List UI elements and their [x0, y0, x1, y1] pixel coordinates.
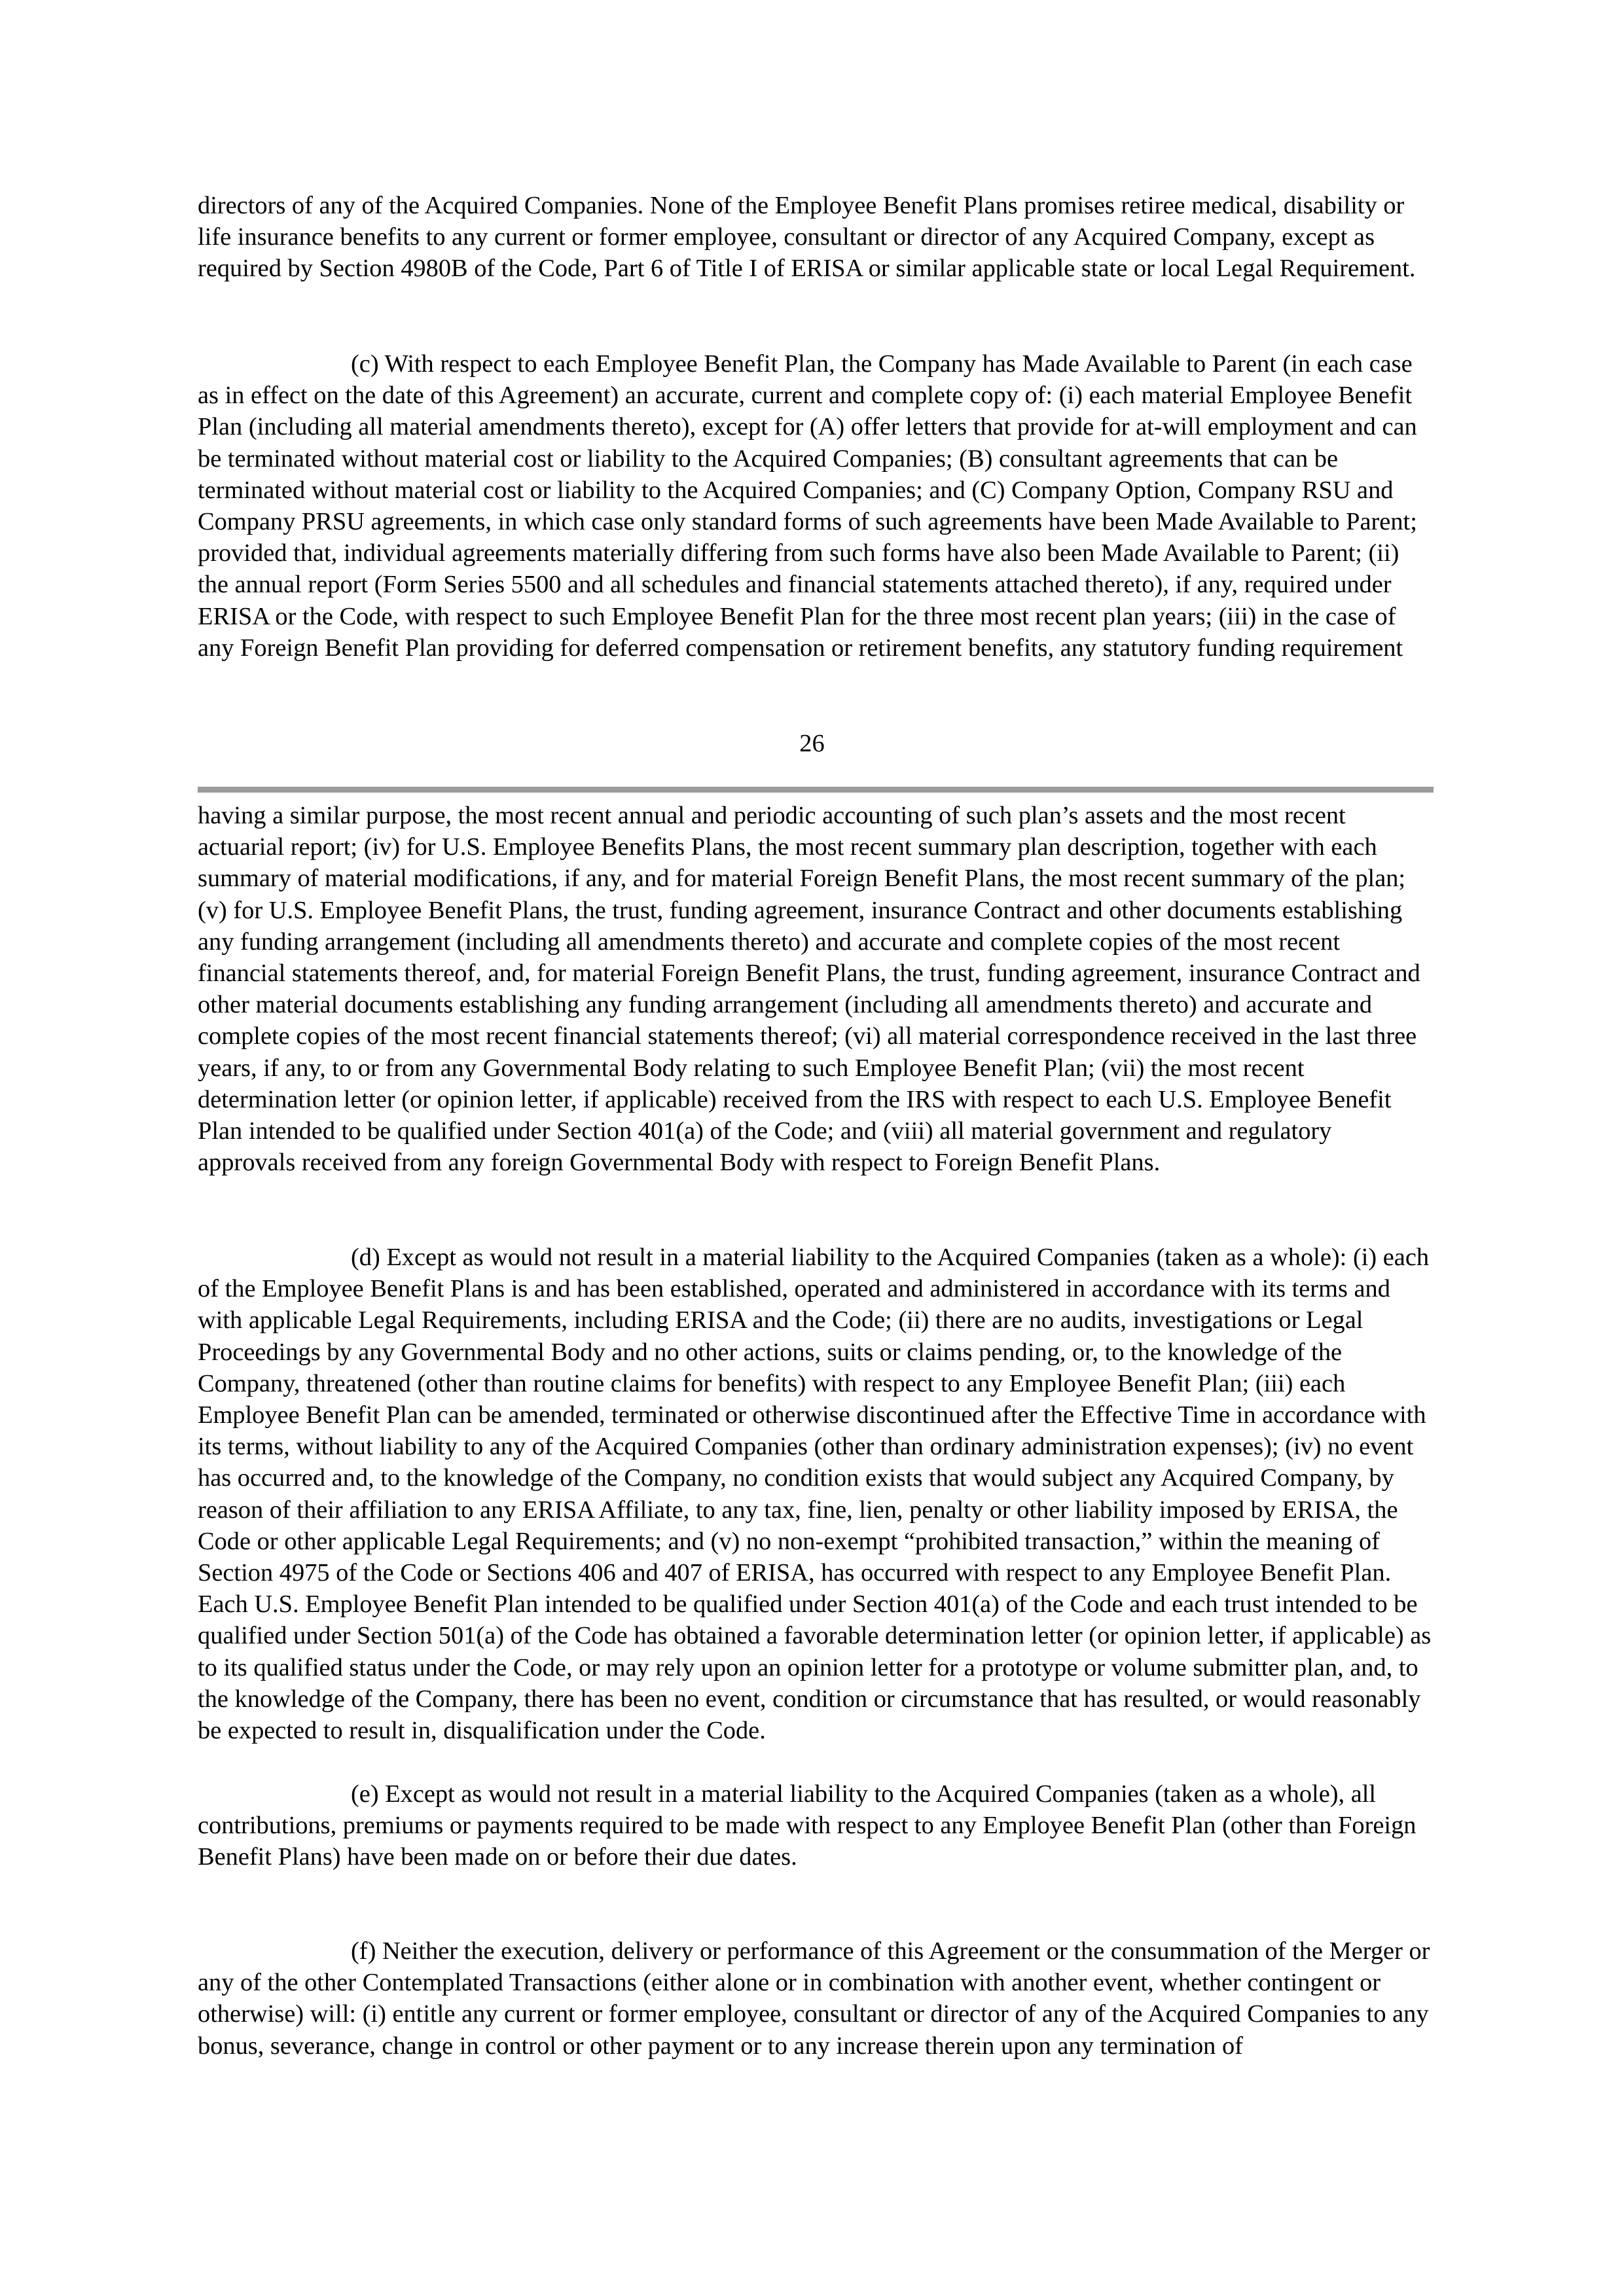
paragraph-c-continuation: having a similar purpose, the most recent annual and periodic accounting of such plan’s assets and the most recent actuarial report; (iv) for U.S. Employee Benefits Plans, the most recent summary plan description, together with each summary of material modifications, if any, and for material Foreign Benefit Plans, the most recent summary of the plan; (v) for U.S. Employee Benefit Plans, the trust, funding agreement, insurance Contract and other documents establishing any funding arrangement (including all amendments thereto) and accurate and complete copies of the most recent financial statements thereof, and, for material Foreign Benefit Plans, the trust, funding agreement, insurance Contract and other material documents establishing any funding arrangement (including all amendments thereto) and accurate and complete copies of the most recent financial statements thereof; (vi) all material correspondence received in the last three years, if any, to or from any Governmental Body relating to such Employee Benefit Plan; (vii) the most recent determination letter (or opinion letter, if applicable) received from the IRS with respect to each U.S. Employee Benefit Plan intended to be qualified under Section 401(a) of the Code; and (viii) all material government and regulatory approvals received from any foreign Governmental Body with respect to Foreign Benefit Plans. [198, 802, 1420, 1177]
page-number: 26 [799, 730, 825, 757]
page-break-divider [198, 787, 1434, 793]
paragraph-e: (e) Except as would not result in a material liability to the Acquired Companies (taken as a whole), all contributions, premiums or payments required to be made with respect to any Employee Benefit Plan (other than Foreign Benefit Plans) have been made on or before their due dates. [198, 1780, 1416, 1871]
paragraph-b-continuation: directors of any of the Acquired Companies. None of the Employee Benefit Plans promises retiree medical, disability or life insurance benefits to any current or former employee, consultant or director of any Acquired Company, except as required by Section 4980B of the Code, Part 6 of Title I of ERISA or similar applicable state or local Legal Requirement. [198, 192, 1416, 283]
paragraph-c-opening: (c) With respect to each Employee Benefit Plan, the Company has Made Available to Parent (in each case as in effect on the date of this Agreement) an accurate, current and complete copy of: (i) each material Employee Benefit Plan (including all material amendments thereto), except for (A) offer letters that provide for at-will employment and can be terminated without material cost or liability to the Acquired Companies; (B) consultant agreements that can be terminated without material cost or liability to the Acquired Companies; and (C) Company Option, Company RSU and Company PRSU agreements, in which case only standard forms of such agreements have been Made Available to Parent; provided that, individual agreements materially differing from such forms have also been Made Available to Parent; (ii) the annual report (Form Series 5500 and all schedules and financial statements attached thereto), if any, required under ERISA or the Code, with respect to such Employee Benefit Plan for the three most recent plan years; (iii) in the case of any Foreign Benefit Plan providing for deferred compensation or retirement benefits, any statutory funding requirement [198, 350, 1417, 662]
paragraph-d: (d) Except as would not result in a material liability to the Acquired Companies (taken as a whole): (i) each of the Employee Benefit Plans is and has been established, operated and administered in accordance with its terms and with applicable Legal Requirements, including ERISA and the Code; (ii) there are no audits, investigations or Legal Proceedings by any Governmental Body and no other actions, suits or claims pending, or, to the knowledge of the Company, threatened (other than routine claims for benefits) with respect to any Employee Benefit Plan; (iii) each Employee Benefit Plan can be amended, terminated or otherwise discontinued after the Effective Time in accordance with its terms, without liability to any of the Acquired Companies (other than ordinary administration expenses); (iv) no event has occurred and, to the knowledge of the Company, no condition exists that would subject any Acquired Company, by reason of their affiliation to any ERISA Affiliate, to any tax, fine, lien, penalty or other liability imposed by ERISA, the Code or other applicable Legal Requirements; and (v) no non-exempt “prohibited transaction,” within the meaning of Section 4975 of the Code or Sections 406 and 407 of ERISA, has occurred with respect to any Employee Benefit Plan. Each U.S. Employee Benefit Plan intended to be qualified under Section 401(a) of the Code and each trust intended to be qualified under Section 501(a) of the Code has obtained a favorable determination letter (or opinion letter, if applicable) as to its qualified status under the Code, or may rely upon an opinion letter for a prototype or volume submitter plan, and, to the knowledge of the Company, there has been no event, condition or circumstance that has resulted, or would reasonably be expected to result in, disqualification under the Code. [198, 1244, 1432, 1745]
paragraph-f-opening: (f) Neither the execution, delivery or performance of this Agreement or the consummation of the Merger or any of the other Contemplated Transactions (either alone or in combination with another event, whether contingent or otherwise) will: (i) entitle any current or former employee, consultant or director of any of the Acquired Companies to any bonus, severance, change in control or other payment or to any increase therein upon any termination of [198, 1937, 1430, 2060]
